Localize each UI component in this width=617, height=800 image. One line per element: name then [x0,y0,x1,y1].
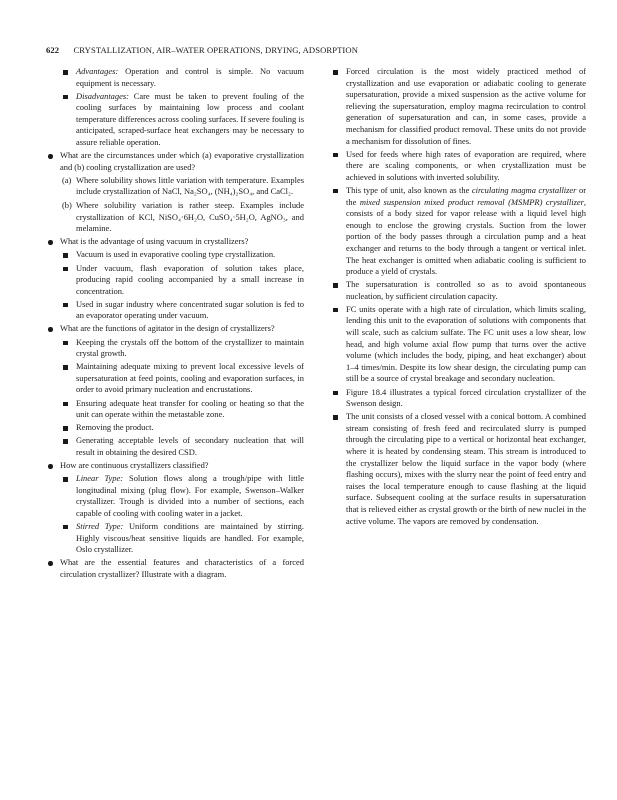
right-column [330,66,586,529]
answer-item-a: (a) Where solubility shows little variation with temperature. Examples include crystallization of NaCl, Na₂SO₄, (NH₄)₂SO₄, and CaCl₂. [62,174,304,197]
linear-type-item: Linear Type: Solution flows along a trough/pipe with little longitudinal mixing (plug flow). For example, Swenson–Walker crystallizer. Trough is divided into a number of sections, each capable of cooling with cooling water in a jacket. [46,473,304,519]
answer-item: Figure 18.4 illustrates a typical forced circulation crystallizer of the Swenson design. [330,387,586,410]
running-title: CRYSTALLIZATION, AIR–WATER OPERATIONS, DRYING, ADSORPTION [73,45,359,55]
question-classification: How are continuous crystallizers classified? [46,460,304,472]
answer-item: The supersaturation is controlled so as to avoid spontaneous nucleation, by sufficient circulation capacity. [330,279,586,302]
page-number: 622 [46,45,60,55]
question-agitator: What are the functions of agitator in the design of crystallizers? [46,323,304,335]
advantages-item: Advantages: Operation and control is simple. No vacuum equipment is necessary. [46,66,304,89]
agitator-item: Generating acceptable levels of secondary nucleation that will result in obtaining the desired CSD. [46,435,304,458]
answer-item: Forced circulation is the most widely practiced method of crystallization and use evaporation or adiabatic cooling to generate supersaturation, provide a mixed suspension as the active volume for relieving the supersaturation, employ magma recirculation to control generation of supersaturation and can, in some cases, provide a mechanism for classified product removal. These units do not provide a mechanism for dissolution of fines. [330,66,586,147]
answer-item-b: (b) Where solubility variation is rather steep. Examples include crystallization of KCl, NiSO₄·6H₂O, CuSO₄·5H₂O, AgNO₃, and melamine. [62,200,304,234]
stirred-type-item: Stirred Type: Uniform conditions are maintained by stirring. Highly viscous/heat sensitive liquids are handled. For example, Oslo crystallizer. [46,521,304,556]
answer-item: Used for feeds where high rates of evaporation are required, where there are scaling components, or when crystallization must be achieved in solutions with inverted solubility. [330,149,586,184]
answer-item: This type of unit, also known as the circulating magma crystallizer or the mixed suspension mixed product removal (MSMPR) crystallizer, consists of a body sized for vapor release with a liquid level high enough to enclose the growing crystals. Suction from the lower portion of the body passes through a circulation pump and a heat exchanger and returns to the body through a tangent or vertical inlet. The heat exchanger is omitted when adiabatic cooling is sufficient to produce a yield of crystals. [330,185,586,278]
question-forced-circulation: What are the essential features and characteristics of a forced circulation crystallizer? Illustrate with a diagram. [46,557,304,580]
question-evaporative-vs-cooling: What are the circumstances under which (a) evaporative crystallization and (b) cooling crystallization are used? [46,150,304,173]
agitator-item: Ensuring adequate heat transfer for cooling or heating so that the unit can operate within the metastable zone. [46,398,304,421]
vacuum-item: Under vacuum, flash evaporation of solution takes place, producing rapid cooling accompanied by a small increase in concentration. [46,263,304,298]
vacuum-item: Vacuum is used in evaporative cooling type crystallization. [46,249,304,261]
answer-item: FC units operate with a high rate of circulation, which limits scaling, lending this unit to the evaporation of solutions with components that will scale, such as calcium sulfate. The FC unit uses a low shear, low head, and high volume axial flow pump that turns over the active volume (which includes the body, piping, and heat exchanger) about 1–4 times/min. Despite its low shear design, the circulating pump can still be a source of crystal breakage and secondary nucleation. [330,304,586,385]
answer-item: The unit consists of a closed vessel with a conical bottom. A combined stream consisting of fresh feed and recirculated slurry is pumped through the circulating pipe to a vertical or horizontal heat exchanger, where it is heated by condensing steam. This stream is introduced to the crystallizer below the liquid surface in the vapor body (where flashing occurs), mixes with the slurry near the point of feed entry and raises the local temperature enough to cause flashing at the liquid surface. Subsequent cooling at the surface results in supersaturation that is relieved either as crystal growth or the birth of new nuclei in the active volume. The vapors are removed by condensation. [330,411,586,527]
left-column [46,66,304,582]
question-vacuum: What is the advantage of using vacuum in crystallizers? [46,236,304,248]
agitator-item: Keeping the crystals off the bottom of the crystallizer to maintain crystal growth. [46,337,304,360]
running-header [46,45,577,55]
agitator-item: Removing the product. [46,422,304,434]
agitator-item: Maintaining adequate mixing to prevent local excessive levels of supersaturation at feed points, cooling and evaporation surfaces, in order to avoid primary nucleation and encrustations. [46,361,304,396]
vacuum-item: Used in sugar industry where concentrated sugar solution is fed to an evaporator operating under vacuum. [46,299,304,322]
disadvantages-item: Disadvantages: Care must be taken to prevent fouling of the cooling surfaces by maintaining low process and coolant temperature differences across cooling surfaces. If severe fouling is anticipated, scraped-surface heat exchangers may be necessary to assure reliable operation. [46,91,304,149]
